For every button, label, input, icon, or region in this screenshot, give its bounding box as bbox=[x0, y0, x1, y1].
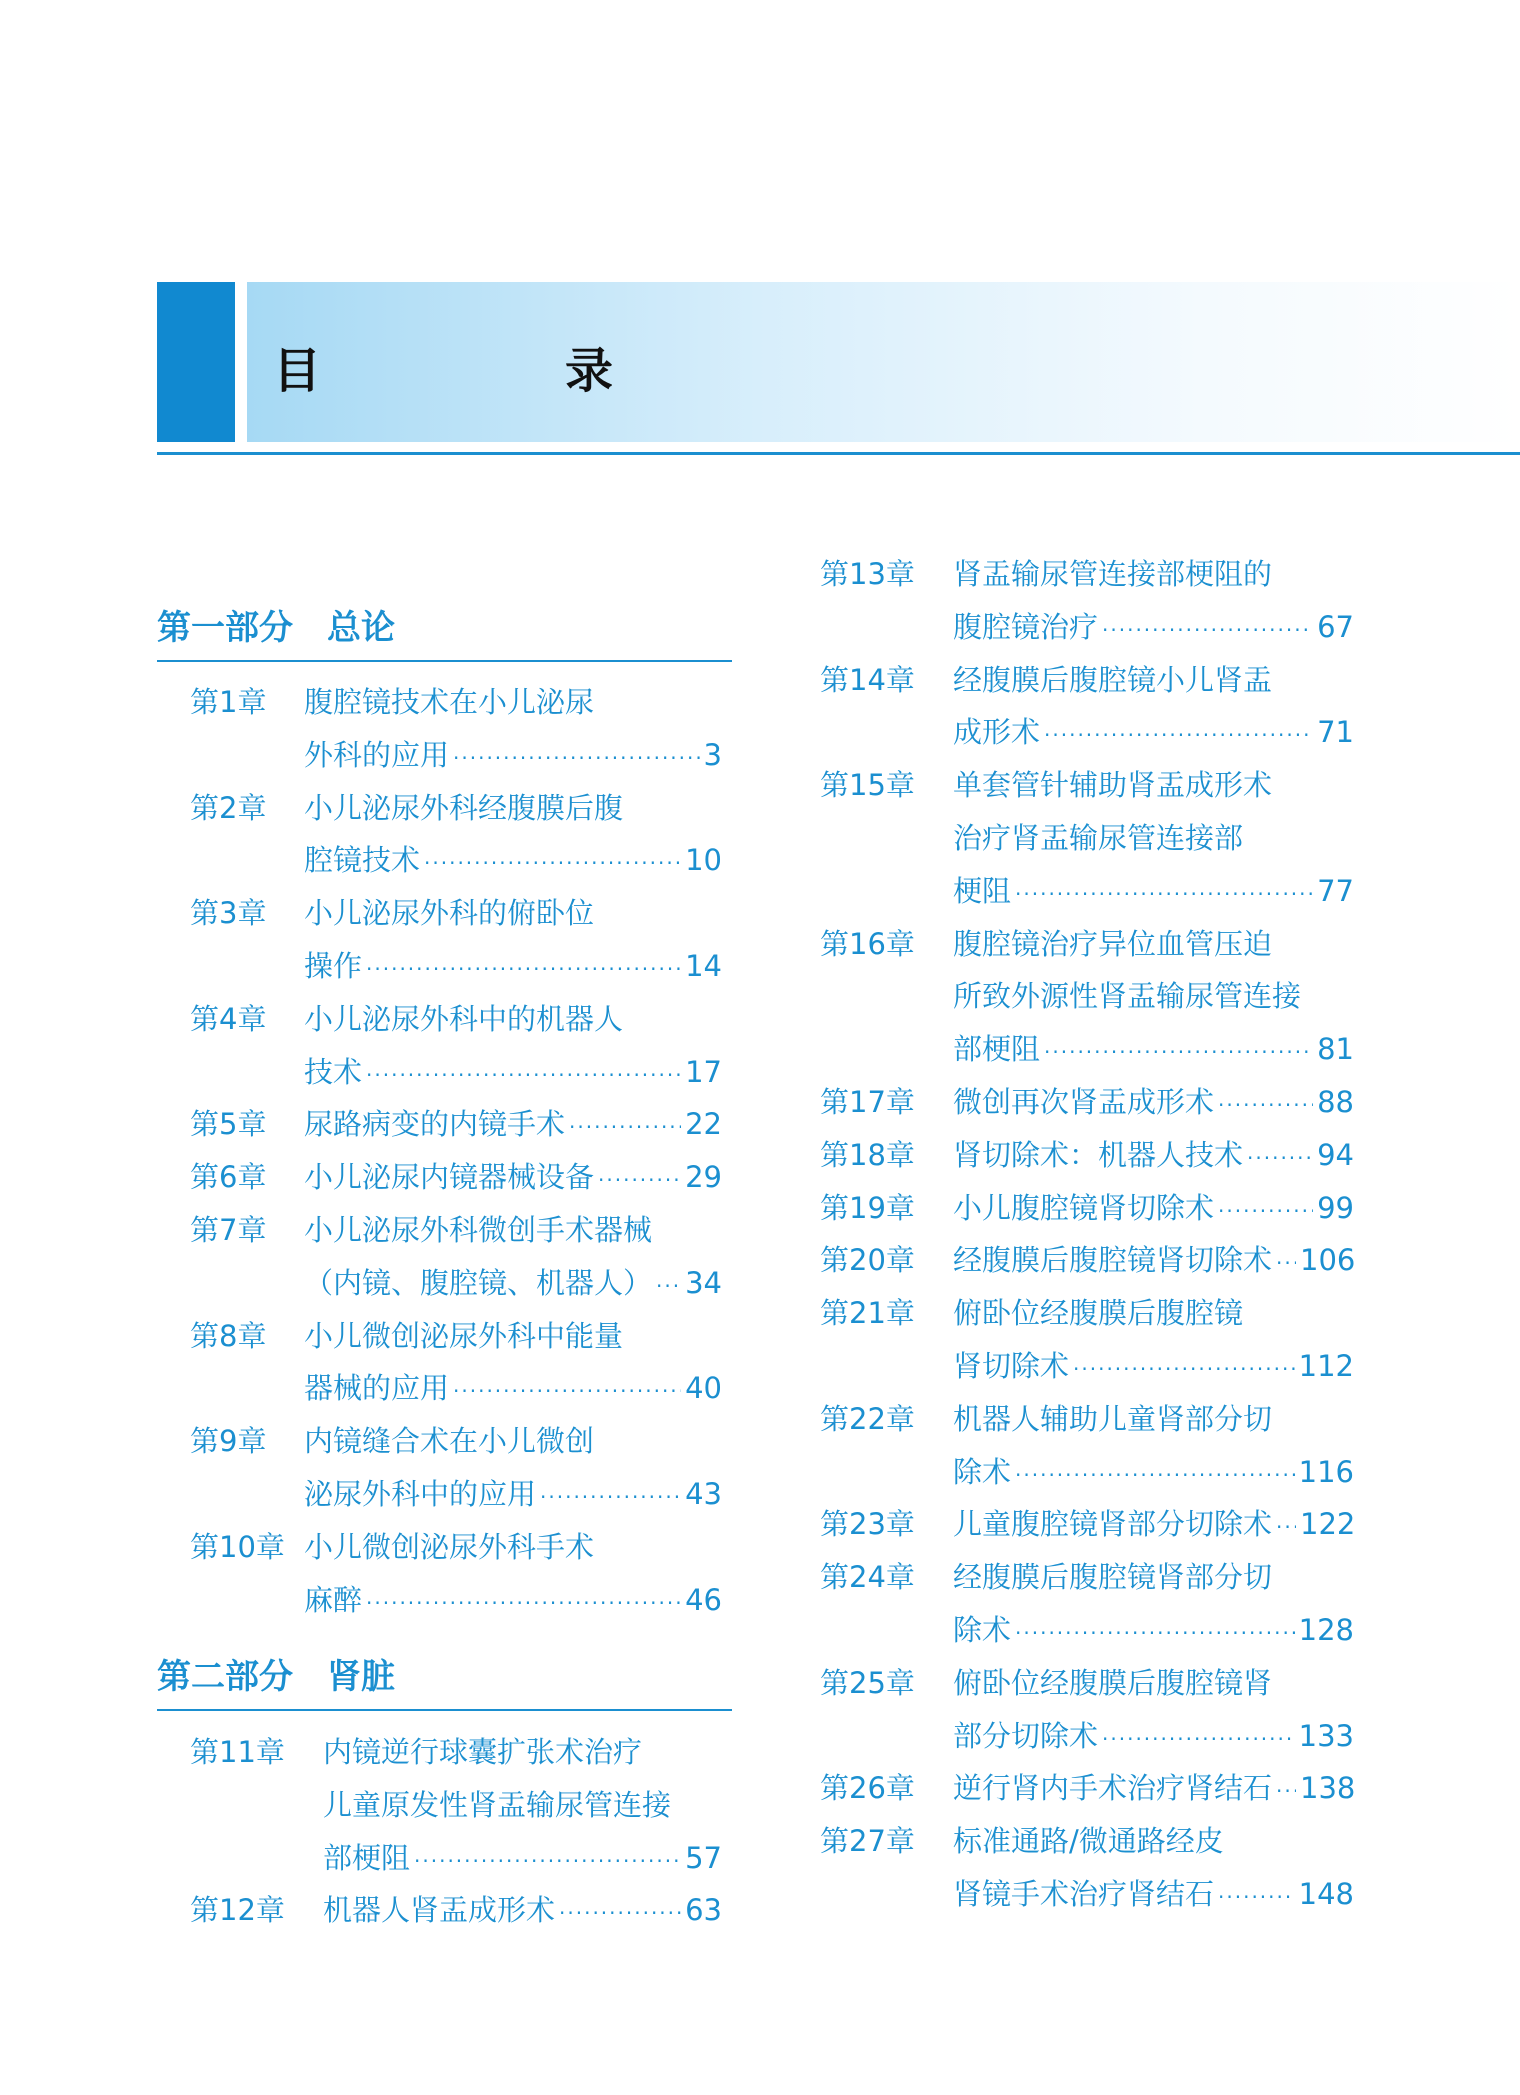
chapter-number: 第19章 bbox=[820, 1190, 915, 1225]
chapter-title-line: 梗阻 bbox=[953, 873, 1012, 908]
page-number: 122 bbox=[1300, 1507, 1356, 1542]
chapter-title-line: 技术 bbox=[304, 1054, 363, 1089]
dot-leader bbox=[1102, 604, 1313, 657]
dot-leader bbox=[1102, 1713, 1295, 1766]
chapter-title-line: 逆行肾内手术治疗肾结石 bbox=[953, 1771, 1273, 1806]
toc-entry[interactable] bbox=[190, 1726, 722, 1884]
page-number: 106 bbox=[1300, 1243, 1356, 1278]
chapter-title-line: 机器人辅助儿童肾部分切 bbox=[953, 1401, 1273, 1436]
toc-entry[interactable] bbox=[190, 782, 722, 888]
dot-leader bbox=[366, 943, 681, 996]
toc-entry[interactable] bbox=[820, 1498, 1354, 1551]
chapter-title-line: 儿童腹腔镜肾部分切除术 bbox=[953, 1507, 1273, 1542]
page-number: 94 bbox=[1317, 1137, 1354, 1172]
page-number: 138 bbox=[1300, 1771, 1356, 1806]
toc-entry[interactable] bbox=[190, 1521, 722, 1627]
part-2-header bbox=[157, 1653, 732, 1711]
toc-entry[interactable] bbox=[820, 1287, 1354, 1393]
toc-left-column-part2 bbox=[190, 1726, 722, 1937]
chapter-title-line: 俯卧位经腹膜后腹腔镜 bbox=[953, 1296, 1244, 1331]
chapter-title-line: 小儿泌尿外科的俯卧位 bbox=[304, 896, 595, 931]
chapter-number: 第7章 bbox=[190, 1212, 267, 1247]
chapter-title-line: 小儿微创泌尿外科手术 bbox=[304, 1529, 595, 1564]
chapter-number: 第25章 bbox=[820, 1665, 915, 1700]
chapter-title-line: 外科的应用 bbox=[304, 737, 450, 772]
chapter-title-line: 泌尿外科中的应用 bbox=[304, 1476, 537, 1511]
toc-entry[interactable] bbox=[190, 887, 722, 993]
chapter-number: 第12章 bbox=[190, 1893, 285, 1928]
chapter-title-line: 标准通路/微通路经皮 bbox=[953, 1824, 1224, 1859]
chapter-title-line: 肾盂输尿管连接部梗阻的 bbox=[953, 557, 1273, 591]
toc-entry[interactable] bbox=[820, 548, 1354, 654]
chapter-number: 第8章 bbox=[190, 1318, 267, 1353]
chapter-number: 第26章 bbox=[820, 1771, 915, 1806]
chapter-title-line: 机器人肾盂成形术 bbox=[323, 1893, 556, 1928]
page-number: 112 bbox=[1298, 1348, 1354, 1383]
page-number: 63 bbox=[685, 1893, 722, 1928]
chapter-title-line: 经腹膜后腹腔镜肾切除术 bbox=[953, 1243, 1273, 1278]
toc-entry[interactable] bbox=[820, 918, 1354, 1076]
page-number: 81 bbox=[1317, 1032, 1354, 1067]
chapter-title-line: 小儿微创泌尿外科中能量 bbox=[304, 1318, 624, 1353]
chapter-title-line: 小儿泌尿外科微创手术器械 bbox=[304, 1212, 653, 1247]
chapter-title-line: 单套管针辅助肾盂成形术 bbox=[953, 768, 1273, 803]
toc-entry[interactable] bbox=[820, 1182, 1354, 1235]
part-2-title: 第二部分 肾脏 bbox=[157, 1657, 395, 1697]
chapter-title-line: 经腹膜后腹腔镜肾部分切 bbox=[953, 1560, 1273, 1595]
chapter-title-line: 腔镜技术 bbox=[304, 843, 421, 878]
part-1-header bbox=[157, 604, 732, 662]
page-number: 116 bbox=[1298, 1454, 1354, 1489]
toc-entry[interactable] bbox=[820, 1393, 1354, 1499]
page-number: 40 bbox=[685, 1371, 722, 1406]
chapter-title-line: 经腹膜后腹腔镜小儿肾盂 bbox=[953, 662, 1273, 697]
dot-leader bbox=[453, 1365, 681, 1418]
page-title: 目 录 bbox=[273, 343, 712, 399]
chapter-title-line: 微创再次肾盂成形术 bbox=[953, 1084, 1215, 1119]
dot-leader bbox=[1015, 1449, 1295, 1502]
part-1-rule bbox=[157, 660, 732, 662]
dot-leader bbox=[414, 1835, 681, 1888]
dot-leader bbox=[656, 1260, 681, 1313]
title-band-block bbox=[157, 282, 235, 442]
chapter-title-line: 腹腔镜治疗异位血管压迫 bbox=[953, 926, 1273, 961]
chapter-number: 第23章 bbox=[820, 1507, 915, 1542]
page-number: 22 bbox=[685, 1107, 722, 1142]
chapter-title-line: 肾切除术：机器人技术 bbox=[953, 1137, 1244, 1172]
toc-entry[interactable] bbox=[820, 1076, 1354, 1129]
toc-entry[interactable] bbox=[820, 1129, 1354, 1182]
dot-leader bbox=[1044, 1026, 1313, 1079]
chapter-title-line: 成形术 bbox=[953, 715, 1041, 750]
dot-leader bbox=[1015, 1607, 1295, 1660]
part-2-rule bbox=[157, 1709, 732, 1711]
toc-left-column bbox=[190, 676, 722, 1626]
dot-leader bbox=[1073, 1343, 1295, 1396]
chapter-title-line: 腹腔镜技术在小儿泌尿 bbox=[304, 685, 595, 719]
chapter-title-line: 小儿泌尿外科经腹膜后腹 bbox=[304, 790, 624, 825]
page-number: 43 bbox=[685, 1476, 722, 1511]
page-number: 71 bbox=[1317, 715, 1354, 750]
chapter-number: 第14章 bbox=[820, 662, 915, 697]
chapter-title-line: 所致外源性肾盂输尿管连接 bbox=[953, 979, 1302, 1014]
page-number: 148 bbox=[1298, 1876, 1354, 1911]
toc-entry[interactable] bbox=[190, 1415, 722, 1521]
chapter-number: 第2章 bbox=[190, 790, 267, 825]
page-number: 57 bbox=[685, 1840, 722, 1875]
chapter-title-line: 肾镜手术治疗肾结石 bbox=[953, 1876, 1215, 1911]
dot-leader bbox=[1276, 1765, 1296, 1818]
dot-leader bbox=[1276, 1237, 1296, 1290]
chapter-number: 第15章 bbox=[820, 768, 915, 803]
toc-right-column bbox=[820, 548, 1354, 1921]
page-number: 133 bbox=[1298, 1718, 1354, 1753]
dot-leader bbox=[559, 1887, 681, 1940]
toc-entry[interactable] bbox=[190, 993, 722, 1099]
chapter-number: 第4章 bbox=[190, 1001, 267, 1036]
chapter-number: 第5章 bbox=[190, 1107, 267, 1142]
title-underline bbox=[157, 452, 1520, 455]
page-number: 88 bbox=[1317, 1084, 1354, 1119]
chapter-number: 第6章 bbox=[190, 1160, 267, 1195]
dot-leader bbox=[424, 837, 681, 890]
chapter-title-line: 腹腔镜治疗 bbox=[953, 609, 1099, 644]
toc-entry[interactable] bbox=[820, 759, 1354, 917]
page-number: 29 bbox=[685, 1160, 722, 1195]
chapter-number: 第13章 bbox=[820, 557, 915, 591]
page-number: 128 bbox=[1298, 1612, 1354, 1647]
chapter-title-line: （内镜、腹腔镜、机器人） bbox=[304, 1265, 653, 1300]
chapter-title-line: 俯卧位经腹膜后腹腔镜肾 bbox=[953, 1665, 1273, 1700]
chapter-number: 第9章 bbox=[190, 1424, 267, 1459]
dot-leader bbox=[1218, 1079, 1313, 1132]
toc-entry[interactable] bbox=[820, 1762, 1354, 1815]
chapter-title-line: 小儿腹腔镜肾切除术 bbox=[953, 1190, 1215, 1225]
dot-leader bbox=[1015, 868, 1313, 921]
dot-leader bbox=[1218, 1871, 1295, 1924]
chapter-number: 第20章 bbox=[820, 1243, 915, 1278]
chapter-number: 第11章 bbox=[190, 1735, 285, 1769]
chapter-title-line: 部分切除术 bbox=[953, 1718, 1099, 1753]
chapter-number: 第1章 bbox=[190, 685, 267, 719]
chapter-number: 第24章 bbox=[820, 1560, 915, 1595]
chapter-title-line: 除术 bbox=[953, 1454, 1012, 1489]
toc-entry[interactable] bbox=[820, 1657, 1354, 1763]
chapter-number: 第17章 bbox=[820, 1084, 915, 1119]
chapter-title-line: 小儿泌尿外科中的机器人 bbox=[304, 1001, 624, 1036]
toc-entry[interactable] bbox=[190, 676, 722, 782]
chapter-number: 第21章 bbox=[820, 1296, 915, 1331]
dot-leader bbox=[540, 1471, 681, 1524]
chapter-title-line: 操作 bbox=[304, 948, 363, 983]
chapter-number: 第18章 bbox=[820, 1137, 915, 1172]
chapter-title-line: 除术 bbox=[953, 1612, 1012, 1647]
chapter-title-line: 尿路病变的内镜手术 bbox=[304, 1107, 566, 1142]
chapter-number: 第3章 bbox=[190, 896, 267, 931]
toc-entry[interactable] bbox=[190, 1310, 722, 1416]
page-number: 3 bbox=[703, 737, 722, 772]
chapter-title-line: 肾切除术 bbox=[953, 1348, 1070, 1383]
chapter-title-line: 治疗肾盂输尿管连接部 bbox=[953, 820, 1244, 855]
part-1-title: 第一部分 总论 bbox=[157, 608, 395, 648]
toc-entry[interactable] bbox=[190, 1151, 722, 1204]
toc-entry[interactable] bbox=[820, 1234, 1354, 1287]
chapter-title-line: 麻醉 bbox=[304, 1582, 363, 1617]
chapter-title-line: 儿童原发性肾盂输尿管连接 bbox=[323, 1787, 672, 1822]
chapter-number: 第10章 bbox=[190, 1529, 285, 1564]
dot-leader bbox=[1276, 1501, 1296, 1554]
dot-leader bbox=[598, 1154, 681, 1207]
dot-leader bbox=[453, 732, 700, 785]
page-number: 77 bbox=[1317, 873, 1354, 908]
chapter-number: 第16章 bbox=[820, 926, 915, 961]
chapter-title-line: 部梗阻 bbox=[953, 1032, 1041, 1067]
chapter-title-line: 小儿泌尿内镜器械设备 bbox=[304, 1160, 595, 1195]
page-number: 46 bbox=[685, 1582, 722, 1617]
dot-leader bbox=[366, 1577, 681, 1630]
chapter-title-line: 部梗阻 bbox=[323, 1840, 411, 1875]
toc-entry[interactable] bbox=[820, 654, 1354, 760]
page-number: 14 bbox=[685, 948, 722, 983]
toc-entry[interactable] bbox=[190, 1884, 722, 1937]
chapter-title-line: 内镜缝合术在小儿微创 bbox=[304, 1424, 595, 1459]
dot-leader bbox=[569, 1101, 681, 1154]
dot-leader bbox=[366, 1049, 681, 1102]
dot-leader bbox=[1247, 1132, 1313, 1185]
chapter-title-line: 器械的应用 bbox=[304, 1371, 450, 1406]
chapter-title-line: 内镜逆行球囊扩张术治疗 bbox=[323, 1735, 643, 1769]
dot-leader bbox=[1218, 1185, 1313, 1238]
toc-entry[interactable] bbox=[190, 1204, 722, 1310]
dot-leader bbox=[1044, 709, 1313, 762]
page-number: 10 bbox=[685, 843, 722, 878]
chapter-number: 第22章 bbox=[820, 1401, 915, 1436]
page-number: 99 bbox=[1317, 1190, 1354, 1225]
toc-entry[interactable] bbox=[190, 1098, 722, 1151]
chapter-number: 第27章 bbox=[820, 1824, 915, 1859]
toc-entry[interactable] bbox=[820, 1551, 1354, 1657]
page-number: 67 bbox=[1317, 609, 1354, 644]
page-number: 34 bbox=[685, 1265, 722, 1300]
toc-entry[interactable] bbox=[820, 1815, 1354, 1921]
page-number: 17 bbox=[685, 1054, 722, 1089]
